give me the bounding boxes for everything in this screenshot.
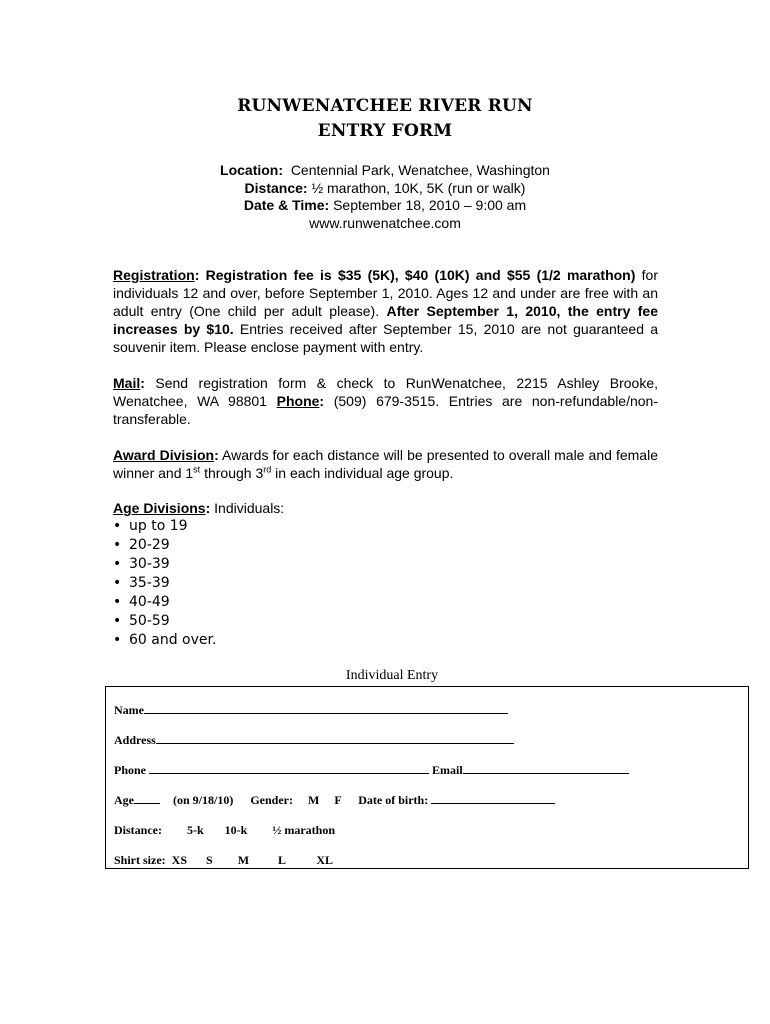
shirt-row (114, 853, 333, 868)
distance-half-option[interactable]: ½ marathon (272, 823, 336, 837)
registration-section: Registration: Registration fee is $35 (5K), $40 (10K) and $55 (1/2 marathon) for individuals 12 and over, before September 1, 2010. Ages 12 and under are free with an adult entry (One child per adult please). After September 1, 2010, the entry fee increases by $10. Entries received after September 15, 2010 are not guaranteed a souvenir item. Please enclose payment with entry. (113, 267, 659, 355)
shirt-xl-option[interactable]: XL (316, 853, 334, 867)
age-divisions-list (113, 517, 216, 650)
form-title-line2: ENTRY FORM (317, 121, 453, 141)
website-line: www.runwenatchee.com (309, 215, 461, 231)
phone-label: Phone (114, 763, 150, 777)
age-heading: Age Divisions (113, 500, 206, 516)
shirt-m-option[interactable]: M (237, 853, 250, 867)
registration-increase: After September 1, 2010, the entry fee increases by $10. (113, 303, 658, 337)
distance-field-label: Distance: (114, 823, 162, 837)
mail-heading: Mail (113, 375, 141, 391)
gender-f-option[interactable]: F (334, 793, 342, 807)
email-label: Email (429, 763, 463, 777)
shirt-l-option[interactable]: L (278, 853, 286, 867)
gender-m-option[interactable]: M (308, 793, 320, 807)
email-field[interactable] (463, 763, 629, 774)
shirt-s-option[interactable]: S (206, 853, 213, 867)
distance-value: ½ marathon, 10K, 5K (run or walk) (311, 180, 526, 196)
address-row (114, 733, 514, 748)
age-field-label: Age (114, 793, 134, 807)
bullet-icon: • (113, 537, 122, 553)
registration-text1: for individuals 12 and over, before September 1, 2010. Ages 12 and under are free with an adult entry (One child per adult please). (113, 267, 658, 319)
award-text1: Awards for each distance will be presented to overall male and female winner and 1 (113, 447, 658, 481)
dob-label: Date of birth: (358, 793, 432, 807)
form-title-line1: RUNWENATCHEE RIVER RUN (237, 96, 533, 116)
bullet-icon: • (113, 594, 122, 610)
location-value: Centennial Park, Wenatchee, Washington (290, 162, 550, 178)
award-sup-st: st (193, 464, 201, 475)
address-field[interactable] (156, 733, 514, 744)
age-divisions-header: Age Divisions: Individuals: (113, 500, 285, 516)
location-label: Location: (220, 162, 284, 178)
award-text2: through 3 (200, 465, 264, 481)
age-gender-row (114, 793, 555, 808)
phone-email-row (114, 763, 629, 778)
name-label: Name (114, 703, 144, 717)
mail-phone-label: Phone (276, 393, 320, 409)
individual-entry-box (105, 686, 749, 869)
list-item: • 50-59 (113, 613, 170, 629)
bullet-icon: • (113, 613, 122, 629)
dob-field[interactable] (431, 793, 555, 804)
registration-heading: Registration (113, 267, 195, 283)
list-item: • 35-39 (113, 575, 170, 591)
age-label: Individuals: (210, 500, 285, 516)
distance-5k-option[interactable]: 5-k (187, 823, 204, 837)
award-heading: Award Division (113, 447, 215, 463)
award-section: Award Division: Awards for each distance will be presented to overall male and female winner and 1st through 3rd in each individual age group. (113, 447, 658, 481)
mail-section: Mail: Send registration form & check to RunWenatchee, 2215 Ashley Brooke, Wenatchee, WA 98801 Phone: (509) 679-3515. Entries are non-refundable/non-transferable. (113, 375, 658, 427)
list-item: • 40-49 (113, 594, 170, 610)
date-line (0, 196, 770, 214)
date-value: September 18, 2010 – 9:00 am (333, 197, 527, 213)
distance-label: Distance: (244, 180, 308, 196)
bullet-icon: • (113, 575, 122, 591)
award-sup-rd: rd (263, 464, 272, 475)
registration-text2: Entries received after September 15, 2010 are not guaranteed a souvenir item. Please enclose payment with entry. (113, 321, 659, 355)
age-note: (on 9/18/10) (173, 793, 234, 807)
name-field[interactable] (144, 703, 508, 714)
date-label: Date & Time: (243, 197, 330, 213)
distance-row (114, 823, 335, 838)
location-line (0, 161, 770, 179)
individual-entry-caption: Individual Entry (345, 668, 439, 683)
address-label: Address (114, 733, 156, 747)
phone-field[interactable] (149, 763, 429, 774)
list-item: • 30-39 (113, 556, 170, 572)
list-item: • up to 19 (113, 518, 188, 534)
bullet-icon: • (113, 632, 122, 648)
mail-text2: (509) 679-3515. Entries are non-refundable/non-transferable. (113, 393, 658, 427)
registration-fee: Registration fee is $35 (5K), $40 (10K) and $55 (1/2 marathon) (205, 267, 636, 283)
list-item: • 60 and over. (113, 632, 217, 648)
award-text3: in each individual age group. (271, 465, 454, 481)
name-row (114, 703, 508, 718)
shirt-xs-option[interactable]: XS (171, 853, 187, 867)
gender-label: Gender: (250, 793, 293, 807)
bullet-icon: • (113, 518, 122, 534)
shirt-label: Shirt size: (114, 853, 166, 867)
bullet-icon: • (113, 556, 122, 572)
mail-text1: Send registration form & check to RunWenatchee, 2215 Ashley Brooke, Wenatchee, WA 98801 (113, 375, 658, 409)
distance-line (0, 179, 770, 197)
list-item: • 20-29 (113, 537, 170, 553)
age-field[interactable] (134, 793, 160, 804)
distance-10k-option[interactable]: 10-k (224, 823, 248, 837)
